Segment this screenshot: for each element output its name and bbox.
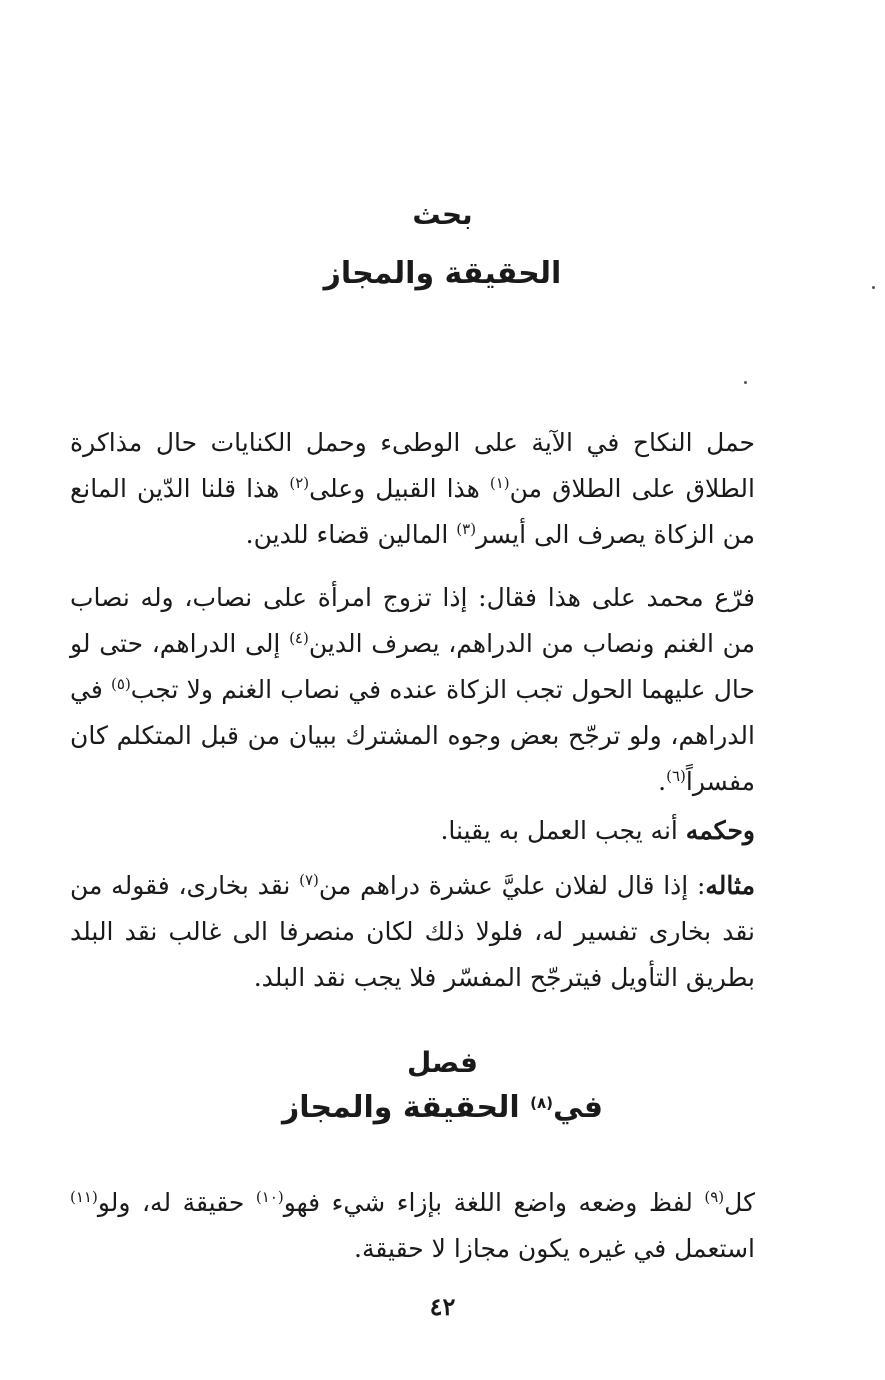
footnote-marker: (١) xyxy=(489,474,510,492)
print-speck xyxy=(872,286,875,289)
footnote-marker: (٣) xyxy=(456,520,477,538)
text-run: المالين قضاء للدين. xyxy=(245,520,457,549)
print-speck xyxy=(744,381,747,384)
text-run: فرّع محمد على هذا فقال: إذا تزوج امرأة على نصاب، وله نصاب من الغنم ونصاب من الدراهم، يصرف الدين xyxy=(70,583,756,658)
footnote-marker: (٨) xyxy=(530,1094,554,1112)
footnote-marker: (١١) xyxy=(70,1188,98,1206)
paragraph-text xyxy=(70,575,755,805)
text-run: كل xyxy=(724,1188,755,1217)
footnote-marker: (٧) xyxy=(299,871,319,889)
chapter-heading-rest: الحقيقة والمجاز xyxy=(281,1090,531,1125)
paragraph-5 xyxy=(70,1180,755,1272)
lead-term: مثاله xyxy=(705,871,755,900)
chapter-heading-prefix: في xyxy=(553,1090,604,1125)
text-run: لفظ وضعه واضع اللغة بإزاء شيء فهو xyxy=(283,1188,705,1217)
footnote-marker: (٦) xyxy=(666,767,686,785)
section-heading-title: بحث xyxy=(412,198,473,231)
footnote-marker: (٤) xyxy=(289,629,309,647)
chapter-heading-subtitle xyxy=(0,1090,885,1125)
paragraph-text xyxy=(70,863,755,1001)
paragraph-2 xyxy=(70,575,755,805)
paragraph-3 xyxy=(70,808,755,854)
footnote-marker: (١٠) xyxy=(255,1188,284,1206)
paragraph-1 xyxy=(70,420,755,558)
paragraph-text xyxy=(70,420,755,558)
chapter-heading-title: فصل xyxy=(407,1046,478,1079)
text-run: حقيقة له، ولو xyxy=(97,1188,256,1217)
paragraph-4 xyxy=(70,863,755,1001)
text-run: حمل النكاح في الآية على الوطىء وحمل الكنايات حال مذاكرة الطلاق على الطلاق من xyxy=(70,428,755,503)
text-run: هذا القبيل وعلى xyxy=(309,474,490,503)
text-run: نقد بخارى، فقوله من نقد بخارى تفسير له، فلولا ذلك لكان منصرفا الى غالب نقد البلد بطريق التأويل فيترجّح المفسّر فلا يجب نقد البلد. xyxy=(70,871,755,992)
footnote-marker: (٩) xyxy=(704,1188,725,1206)
text-run: استعمل في غيره يكون مجازا لا حقيقة. xyxy=(354,1234,755,1263)
text-run: في الدراهم، ولو ترجّح بعض وجوه المشترك ببيان من قبل المتكلم كان مفسراً xyxy=(70,675,755,796)
lead-term: وحكمه xyxy=(685,816,755,845)
text-run: . xyxy=(658,767,667,796)
footnote-marker: (٢) xyxy=(289,474,310,492)
page-number: ٤٢ xyxy=(429,1292,456,1321)
paragraph-text xyxy=(70,1180,755,1272)
footnote-marker: (٥) xyxy=(111,675,131,693)
text-run: : إذا قال لفلان عليَّ عشرة دراهم من xyxy=(318,871,706,900)
paragraph-text xyxy=(70,808,755,854)
section-heading-subtitle: الحقيقة والمجاز xyxy=(323,256,562,291)
text-run: إلى الدراهم، حتى لو حال عليهما الحول تجب الزكاة عنده في نصاب الغنم ولا تجب xyxy=(70,629,755,704)
text-run: هذا قلنا الدّين المانع من الزكاة يصرف الى أيسر xyxy=(70,474,755,549)
text-run: أنه يجب العمل به يقينا. xyxy=(440,816,686,845)
